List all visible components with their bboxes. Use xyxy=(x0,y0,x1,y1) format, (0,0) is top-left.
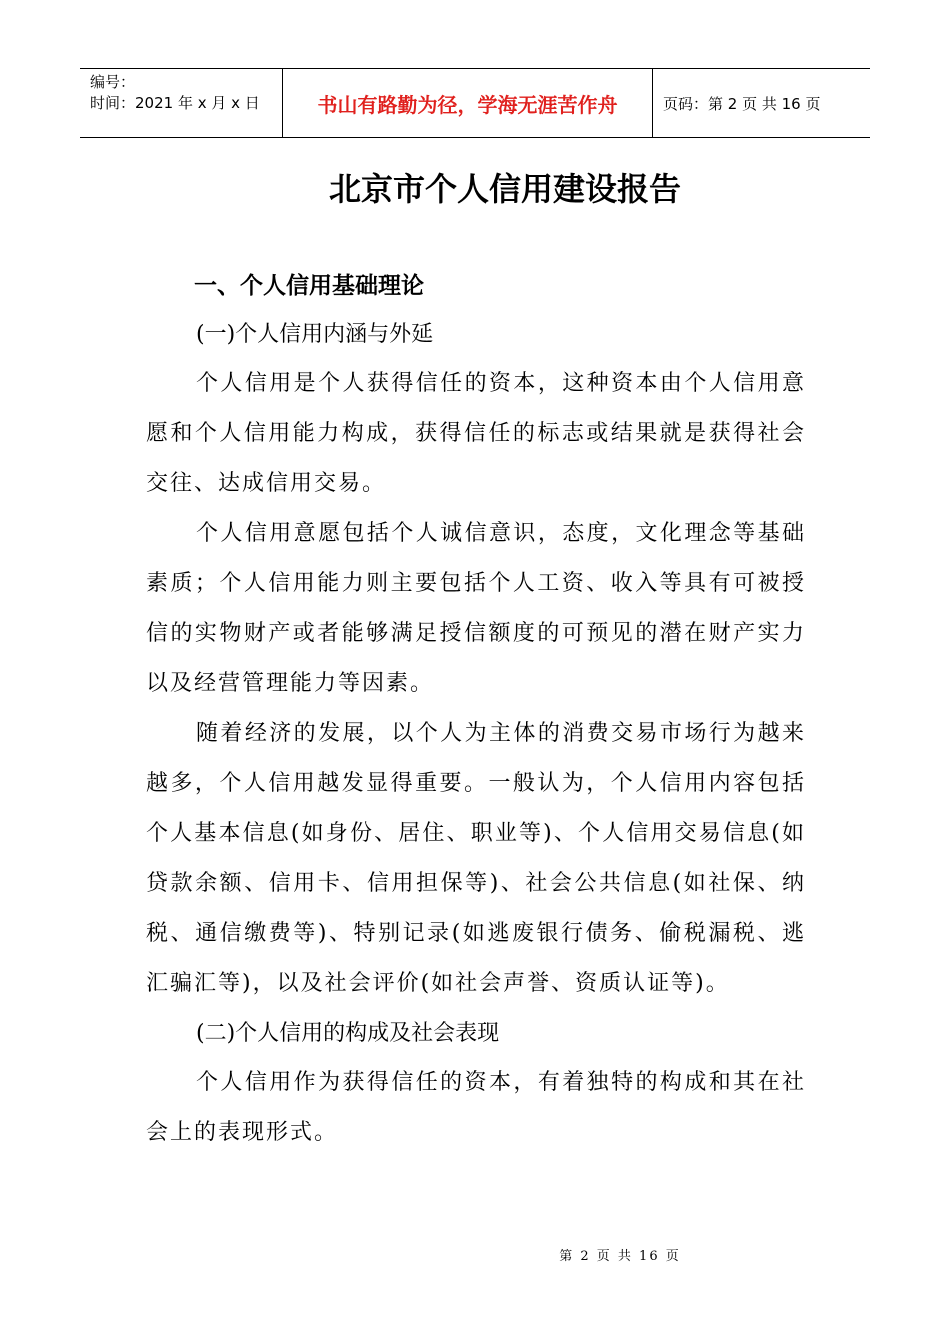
time-label: 时间：2021 年 x 月 x 日 xyxy=(90,94,260,112)
subsection-heading: (一)个人信用内涵与外延 xyxy=(196,322,434,347)
paragraph: 个人信用作为获得信任的资本，有着独特的构成和其在社会上的表现形式。 xyxy=(146,1070,806,1145)
section-heading: 一、个人信用基础理论 xyxy=(194,273,424,299)
page-footer: 第 2 页 共 16 页 xyxy=(559,1249,681,1264)
paragraph: 个人信用意愿包括个人诚信意识，态度，文化理念等基础素质；个人信用能力则主要包括个人工资、收入等具有可被授信的实物财产或者能够满足授信额度的可预见的潜在财产实力以及经营管理能力等因素。 xyxy=(146,521,806,696)
number-label: 编号： xyxy=(90,73,136,91)
header-page-info: 页码：第 2 页 共 16 页 xyxy=(663,94,821,113)
page-header xyxy=(80,68,870,138)
header-meta xyxy=(80,69,283,137)
paragraph: 随着经济的发展，以个人为主体的消费交易市场行为越来越多，个人信用越发显得重要。一般认为，个人信用内容包括个人基本信息(如身份、居住、职业等)、个人信用交易信息(如贷款余额、信用卡、信用担保等)、社会公共信息(如社保、纳税、通信缴费等)、特别记录(如逃废银行债务、偷税漏税、逃汇骗汇等)，以及社会评价(如社会声誉、资质认证等)。 xyxy=(146,721,806,996)
document-title: 北京市个人信用建设报告 xyxy=(328,170,681,208)
document-body xyxy=(146,262,806,1158)
subsection-heading: (二)个人信用的构成及社会表现 xyxy=(196,1021,500,1046)
header-motto: 书山有路勤为径，学海无涯苦作舟 xyxy=(283,69,653,137)
paragraph: 个人信用是个人获得信任的资本，这种资本由个人信用意愿和个人信用能力构成，获得信任的标志或结果就是获得社会交往、达成信用交易。 xyxy=(146,371,806,496)
